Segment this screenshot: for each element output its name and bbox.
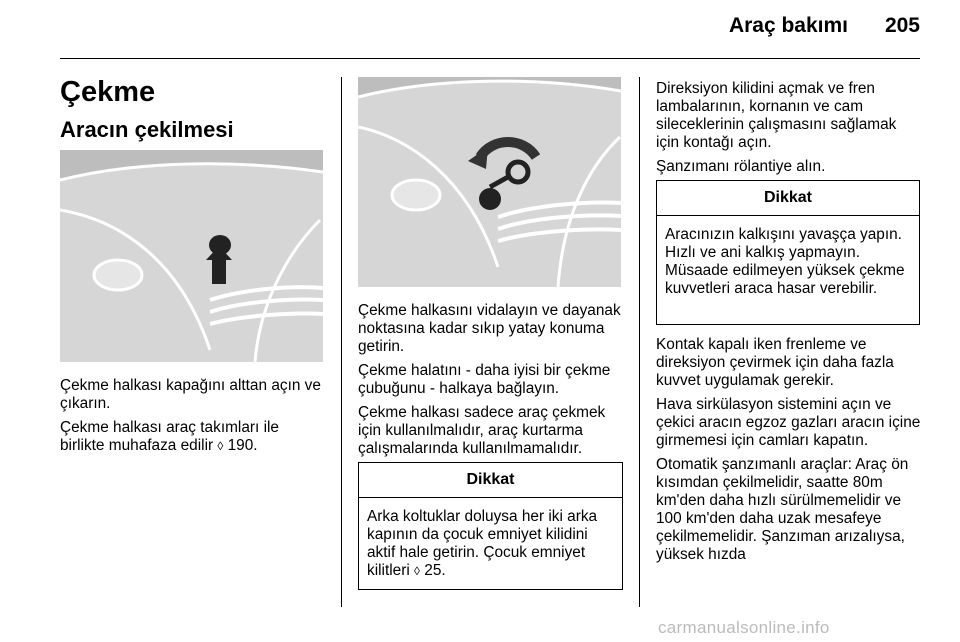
tow-eye-illustration: [358, 77, 621, 287]
notice-title: Dikkat: [657, 181, 919, 216]
paragraph: Çekme halkası kapağını alttan açın ve çıkarın.: [60, 377, 321, 412]
notice-box-rear-doors: [358, 462, 623, 590]
watermark: carmanualsonline.info: [658, 618, 830, 637]
figure-tow-eye-cover: [60, 150, 323, 362]
notice-title: Dikkat: [359, 463, 622, 498]
paragraph: Şanzımanı rölantiye alın.: [656, 158, 826, 175]
paragraph: Çekme halatını - daha iyisi bir çekme çubuğunu - halkaya bağlayın.: [358, 362, 611, 397]
page-reference-icon: ◊: [414, 564, 420, 578]
paragraph: Çekme halkasını vidalayın ve dayanak noktasına kadar sıkıp yatay konuma getirin.: [358, 302, 621, 355]
figure-tow-eye-install: [358, 77, 621, 287]
paragraph: Otomatik şanzımanlı araçlar: Araç ön kısımdan çekilmelidir, saatte 80m km'den daha hızlı sürülmemelidir ve 100 km'den daha uzak mesafeye çekilmemelidir. Şanzıman arızalıysa, yüksek hızda: [656, 456, 909, 563]
page-number: 205: [884, 14, 920, 37]
page-reference-icon: ◊: [217, 439, 224, 453]
section-title: Çekme: [60, 76, 156, 108]
notice-body: Aracınızın kalkışını yavaşça yapın. Hızlı ve ani kalkış yapmayın. Müsaade edilmeyen yüksek çekme kuvvetleri araca hasar verebilir.: [665, 226, 905, 297]
section-subtitle: Aracın çekilmesi: [60, 117, 234, 142]
column-3-text-bottom: [656, 336, 922, 570]
column-divider-2: [639, 77, 640, 607]
page-reference: 25.: [419, 562, 446, 579]
notice-body: Arka koltuklar doluysa her iki arka kapının da çocuk emniyet kilidini aktif hale getirin. Çocuk emniyet kilitleri ◊ 25.: [367, 508, 598, 579]
column-divider-1: [341, 77, 342, 607]
paragraph: Kontak kapalı iken frenleme ve direksiyon çevirmek için daha fazla kuvvet uygulamak gerekir.: [656, 336, 894, 389]
bumper-cover-illustration: [60, 150, 323, 362]
paragraph: Çekme halkası sadece araç çekmek için kullanılmalıdır, araç kurtarma çalışmalarında kullanılmamalıdır.: [358, 404, 606, 457]
column-1-text: [60, 377, 322, 461]
header-title: Araç bakımı: [728, 14, 848, 37]
paragraph: Çekme halkası araç takımları ile birlikte muhafaza edilir ◊ 190.: [60, 419, 279, 454]
header-rule: [60, 58, 920, 59]
notice-box-towing-force: [656, 180, 920, 325]
paragraph: Direksiyon kilidini açmak ve fren lambalarının, kornanın ve cam sileceklerinin çalışmasını sağlamak için kontağı açın.: [656, 80, 897, 151]
column-3-text-top: [656, 80, 922, 182]
column-2-text: [358, 302, 626, 464]
page-reference: 190.: [223, 437, 258, 454]
paragraph: Hava sirkülasyon sistemini açın ve çekici aracın egzoz gazları aracın içine girmemesi için camları kapatın.: [656, 396, 921, 449]
